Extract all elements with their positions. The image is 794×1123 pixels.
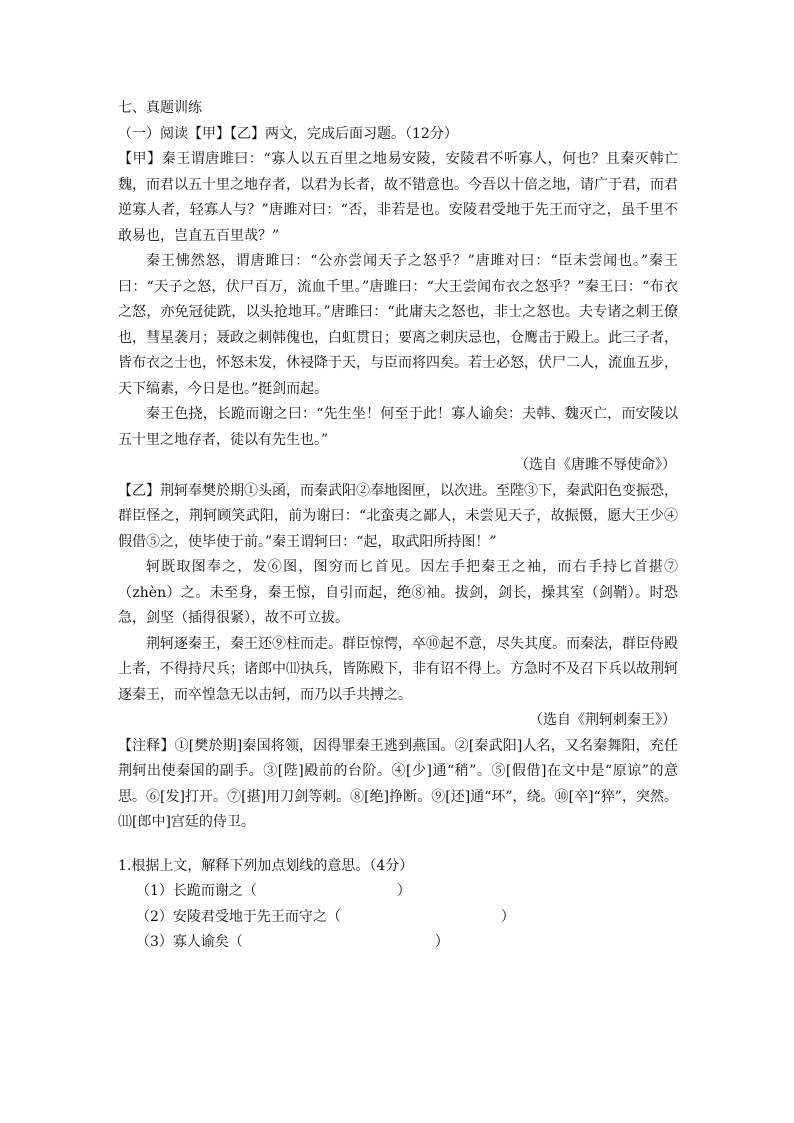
question-item-2-text: （2）安陵君受地于先王而守之（ (136, 908, 341, 925)
yi-source: （选自《荆轲刺秦王》） (529, 712, 676, 728)
question-item-3-close: ） (434, 934, 449, 950)
document-page (118, 96, 678, 956)
jia-paragraph-2: 秦王怫然怒，谓唐雎曰：“公亦尝闻天子之怒乎？”唐雎对曰：“臣未尝闻也。”秦王曰：“天子之怒，伏尸百万，流血千里。”唐雎曰：“大王尝闻布衣之怒乎？”秦王曰：“布衣之怒，亦免冠徒跣，以头抢地耳。”唐雎曰：“此庸夫之怒也，非士之怒也。夫专诸之刺王僚也，彗星袭月；聂政之刺韩傀也，白虹贯日；要离之刺庆忌也，仓鹰击于殿上。此三子者，皆布衣之士也，怀怒未发，休祲降于天，与臣而将四矣。若士必怒，伏尸二人，流血五步，天下缟素，今日是也。”挺剑而起。 (118, 253, 678, 397)
yi-paragraph-1: 【乙】荆轲奉樊於期①头函，而秦武阳②奉地图匣，以次进。至陛③下，秦武阳色变振恐，群臣怪之，荆轲顾笑武阳，前为谢曰：“北蛮夷之鄙人，未尝见天子，故振慑，愿大王少④假借⑤之，使毕使于前。”秦王谓轲曰：“起，取武阳所持图！” (118, 482, 678, 550)
yi-paragraph-2: 轲既取图奉之，发⑥图，图穷而匕首见。因左手把秦王之袖，而右手持匕首揕⑦（zhèn）之。未至身，秦王惊，自引而起，绝⑧袖。拔剑，剑长，操其室（剑鞘）。时恐急，剑坚（插得很紧），故不可立拔。 (118, 559, 678, 626)
spacer (118, 836, 678, 854)
question-item-3-text: （3）寡人谕矣（ (136, 934, 243, 950)
reading-intro: （一）阅读【甲】【乙】两文，完成后面习题。（12分） (118, 125, 458, 142)
yi-paragraph-3: 荆轲逐秦王，秦王还⑨柱而走。群臣惊愕，卒⑩起不意，尽失其度。而秦法，群臣侍殿上者，不得持尺兵；诸郎中⑾执兵，皆陈殿下，非有诏不得上。方急时不及召下兵以故荆轲逐秦王，而卒惶急无以击轲，而乃以手共搏之。 (118, 635, 678, 703)
question-item-2 (118, 905, 678, 931)
annotation-notes: 【注释】①[樊於期]秦国将领，因得罪秦王逃到燕国。②[秦武阳]人名，又名秦舞阳，充任荆轲出使秦国的副手。③[陛]殿前的台阶。④[少]通“稍”。⑤[假借]在文中是“原谅”的意思。⑥[发]打开。⑦[揕]用刀剑等刺。⑧[绝]挣断。⑨[还]通“环”，绕。⑩[卒]“猝”，突然。⑾[郎中]宫廷的侍卫。 (118, 737, 678, 830)
jia-paragraph-3: 秦王色挠，长跪而谢之曰：“先生坐！何至于此！寡人谕矣：夫韩、魏灭亡，而安陵以五十里之地存者，徒以有先生也。” (118, 406, 678, 448)
question-item-1-text: （1）长跪而谢之（ (136, 883, 257, 899)
jia-paragraph-1: 【甲】秦王谓唐雎曰：“寡人以五百里之地易安陵，安陵君不听寡人，何也？且秦灭韩亡魏，而君以五十里之地存者，以君为长者，故不错意也。今吾以十倍之地，请广于君，而君逆寡人者，轻寡人与？”唐雎对曰：“否，非若是也。安陵君受地于先王而守之，虽千里不敢易也，岂直五百里哉？” (118, 151, 678, 244)
question-item-3 (118, 930, 678, 956)
question-item-1 (118, 879, 678, 905)
question-stem: 1.根据上文，解释下列加点划线的意思。（4分） (118, 857, 414, 874)
jia-source: （选自《唐雎不辱使命》） (515, 457, 676, 473)
question-item-1-close: ） (396, 883, 411, 899)
question-item-2-close: ） (500, 908, 515, 925)
section-title: 七、真题训练 (118, 100, 202, 116)
